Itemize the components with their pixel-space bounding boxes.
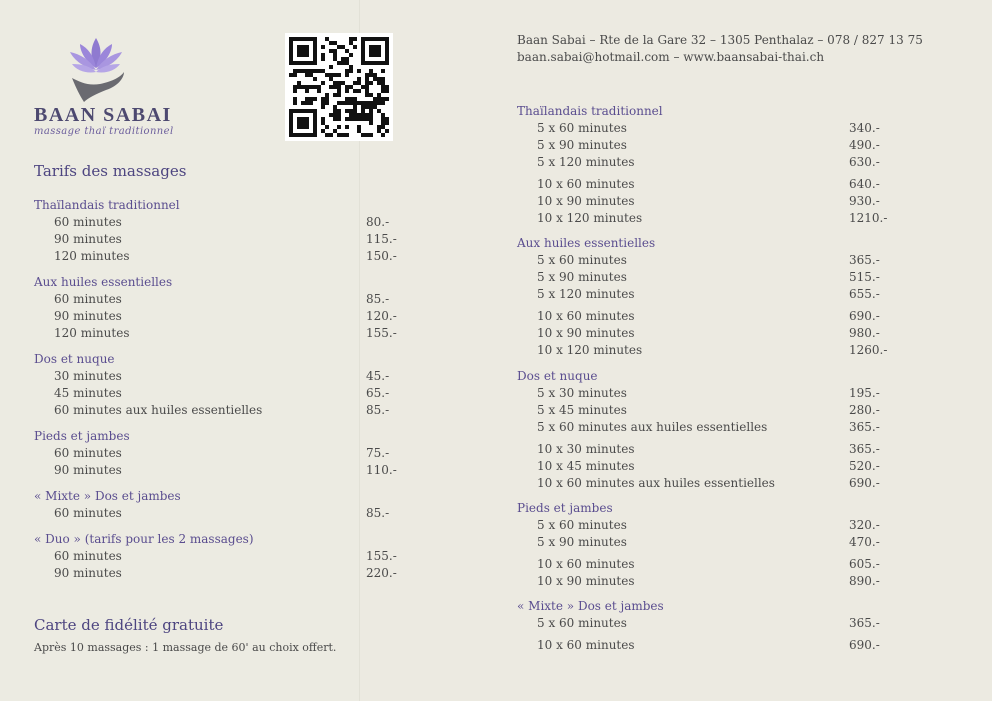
duration-label: 5 x 60 minutes aux huiles essentielles	[537, 420, 768, 434]
price-value: 1260.-	[849, 343, 888, 357]
price-row	[517, 325, 880, 342]
price-row	[517, 441, 880, 458]
duration-label: 60 minutes	[54, 292, 122, 306]
price-value: 150.-	[366, 249, 397, 263]
price-row	[517, 193, 880, 210]
price-row	[34, 385, 390, 402]
price-row	[34, 325, 397, 342]
price-row	[34, 565, 397, 582]
price-section	[34, 351, 390, 419]
duration-label: 60 minutes aux huiles essentielles	[54, 403, 263, 417]
price-value: 980.-	[849, 326, 880, 340]
price-row	[34, 308, 397, 325]
package-section	[517, 500, 880, 590]
price-row	[34, 402, 390, 419]
price-value: 890.-	[849, 574, 880, 588]
price-row	[517, 402, 880, 419]
price-value: 630.-	[849, 155, 880, 169]
price-row	[517, 637, 880, 654]
price-value: 320.-	[849, 518, 880, 532]
price-row	[34, 462, 397, 479]
fidelity-text: Après 10 massages : 1 massage de 60' au choix offert.	[34, 641, 337, 654]
duration-label: 10 x 60 minutes	[537, 638, 635, 652]
fidelity-title: Carte de fidélité gratuite	[34, 616, 224, 634]
category-heading: Thaïlandais traditionnel	[517, 104, 663, 118]
price-value: 120.-	[366, 309, 397, 323]
price-row	[517, 556, 880, 573]
price-value: 155.-	[366, 549, 397, 563]
price-row	[517, 573, 880, 590]
price-value: 655.-	[849, 287, 880, 301]
price-row	[517, 137, 880, 154]
price-row	[34, 231, 397, 248]
price-value: 520.-	[849, 459, 880, 473]
price-row	[517, 120, 880, 137]
price-row	[517, 458, 880, 475]
category-heading: Aux huiles essentielles	[34, 275, 173, 289]
duration-label: 10 x 45 minutes	[537, 459, 635, 473]
duration-label: 120 minutes	[54, 326, 130, 340]
brand-name: BAAN SABAI	[34, 104, 172, 126]
price-row	[517, 210, 888, 227]
category-heading: Dos et nuque	[517, 369, 598, 383]
price-row	[517, 308, 880, 325]
price-row	[34, 445, 390, 462]
package-section	[517, 235, 888, 359]
duration-label: 10 x 90 minutes	[537, 574, 635, 588]
duration-label: 5 x 120 minutes	[537, 155, 635, 169]
duration-label: 60 minutes	[54, 549, 122, 563]
package-section	[517, 598, 880, 654]
package-section	[517, 103, 888, 227]
duration-label: 30 minutes	[54, 369, 122, 383]
category-heading: « Duo » (tarifs pour les 2 massages)	[34, 532, 254, 546]
duration-label: 10 x 90 minutes	[537, 194, 635, 208]
duration-label: 5 x 90 minutes	[537, 535, 627, 549]
duration-label: 5 x 120 minutes	[537, 287, 635, 301]
price-value: 365.-	[849, 442, 880, 456]
price-value: 365.-	[849, 253, 880, 267]
duration-label: 60 minutes	[54, 215, 122, 229]
price-section	[34, 274, 397, 342]
price-section	[34, 197, 397, 265]
price-value: 365.-	[849, 420, 880, 434]
price-section	[34, 488, 390, 522]
price-value: 195.-	[849, 386, 880, 400]
price-value: 340.-	[849, 121, 880, 135]
duration-label: 10 x 60 minutes	[537, 309, 635, 323]
price-row	[517, 419, 880, 436]
price-value: 490.-	[849, 138, 880, 152]
duration-label: 90 minutes	[54, 232, 122, 246]
duration-label: 60 minutes	[54, 506, 122, 520]
price-row	[517, 615, 880, 632]
price-row	[517, 269, 880, 286]
duration-label: 5 x 30 minutes	[537, 386, 627, 400]
price-value: 85.-	[366, 506, 390, 520]
category-heading: « Mixte » Dos et jambes	[34, 489, 181, 503]
contact-info	[517, 32, 923, 66]
category-heading: Aux huiles essentielles	[517, 236, 656, 250]
brand-tagline: massage thaï traditionnel	[34, 126, 174, 137]
price-row	[517, 534, 880, 551]
price-row	[517, 475, 880, 492]
price-row	[517, 176, 880, 193]
lotus-hand-icon	[66, 34, 126, 104]
duration-label: 5 x 60 minutes	[537, 121, 627, 135]
duration-label: 120 minutes	[54, 249, 130, 263]
duration-label: 5 x 45 minutes	[537, 403, 627, 417]
price-row	[517, 154, 880, 171]
duration-label: 5 x 60 minutes	[537, 616, 627, 630]
price-value: 470.-	[849, 535, 880, 549]
category-heading: « Mixte » Dos et jambes	[517, 599, 664, 613]
price-value: 1210.-	[849, 211, 888, 225]
price-value: 640.-	[849, 177, 880, 191]
price-value: 85.-	[366, 292, 390, 306]
duration-label: 45 minutes	[54, 386, 122, 400]
price-row	[517, 252, 880, 269]
price-value: 220.-	[366, 566, 397, 580]
price-value: 65.-	[366, 386, 390, 400]
duration-label: 90 minutes	[54, 463, 122, 477]
duration-label: 5 x 90 minutes	[537, 138, 627, 152]
duration-label: 10 x 60 minutes aux huiles essentielles	[537, 476, 775, 490]
contact-email-web: baan.sabai@hotmail.com – www.baansabai-thai.ch	[517, 50, 825, 64]
price-value: 155.-	[366, 326, 397, 340]
category-heading: Dos et nuque	[34, 352, 115, 366]
price-value: 930.-	[849, 194, 880, 208]
price-row	[34, 505, 390, 522]
price-value: 85.-	[366, 403, 390, 417]
package-section	[517, 368, 880, 492]
duration-label: 10 x 120 minutes	[537, 211, 643, 225]
duration-label: 10 x 60 minutes	[537, 177, 635, 191]
category-heading: Pieds et jambes	[34, 429, 130, 443]
price-section	[34, 531, 397, 582]
price-row	[517, 286, 880, 303]
category-heading: Pieds et jambes	[517, 501, 613, 515]
price-row	[517, 517, 880, 534]
price-value: 690.-	[849, 638, 880, 652]
price-value: 690.-	[849, 476, 880, 490]
price-row	[34, 248, 397, 265]
duration-label: 90 minutes	[54, 309, 122, 323]
duration-label: 10 x 60 minutes	[537, 557, 635, 571]
price-value: 365.-	[849, 616, 880, 630]
duration-label: 10 x 30 minutes	[537, 442, 635, 456]
right-panel	[359, 0, 992, 701]
price-value: 690.-	[849, 309, 880, 323]
price-value: 110.-	[366, 463, 397, 477]
duration-label: 5 x 90 minutes	[537, 270, 627, 284]
price-value: 605.-	[849, 557, 880, 571]
contact-address: Baan Sabai – Rte de la Gare 32 – 1305 Penthalaz – 078 / 827 13 75	[517, 33, 923, 47]
page-title: Tarifs des massages	[34, 162, 187, 180]
price-value: 515.-	[849, 270, 880, 284]
price-value: 80.-	[366, 215, 390, 229]
price-value: 280.-	[849, 403, 880, 417]
duration-label: 60 minutes	[54, 446, 122, 460]
category-heading: Thaïlandais traditionnel	[34, 198, 180, 212]
price-section	[34, 428, 397, 479]
price-value: 115.-	[366, 232, 397, 246]
qr-code-icon	[285, 33, 393, 141]
duration-label: 90 minutes	[54, 566, 122, 580]
duration-label: 5 x 60 minutes	[537, 253, 627, 267]
duration-label: 10 x 90 minutes	[537, 326, 635, 340]
price-row	[34, 291, 390, 308]
price-value: 75.-	[366, 446, 390, 460]
price-row	[34, 214, 390, 231]
price-value: 45.-	[366, 369, 390, 383]
price-row	[34, 548, 397, 565]
price-row	[34, 368, 390, 385]
price-row	[517, 385, 880, 402]
duration-label: 5 x 60 minutes	[537, 518, 627, 532]
price-row	[517, 342, 888, 359]
duration-label: 10 x 120 minutes	[537, 343, 643, 357]
